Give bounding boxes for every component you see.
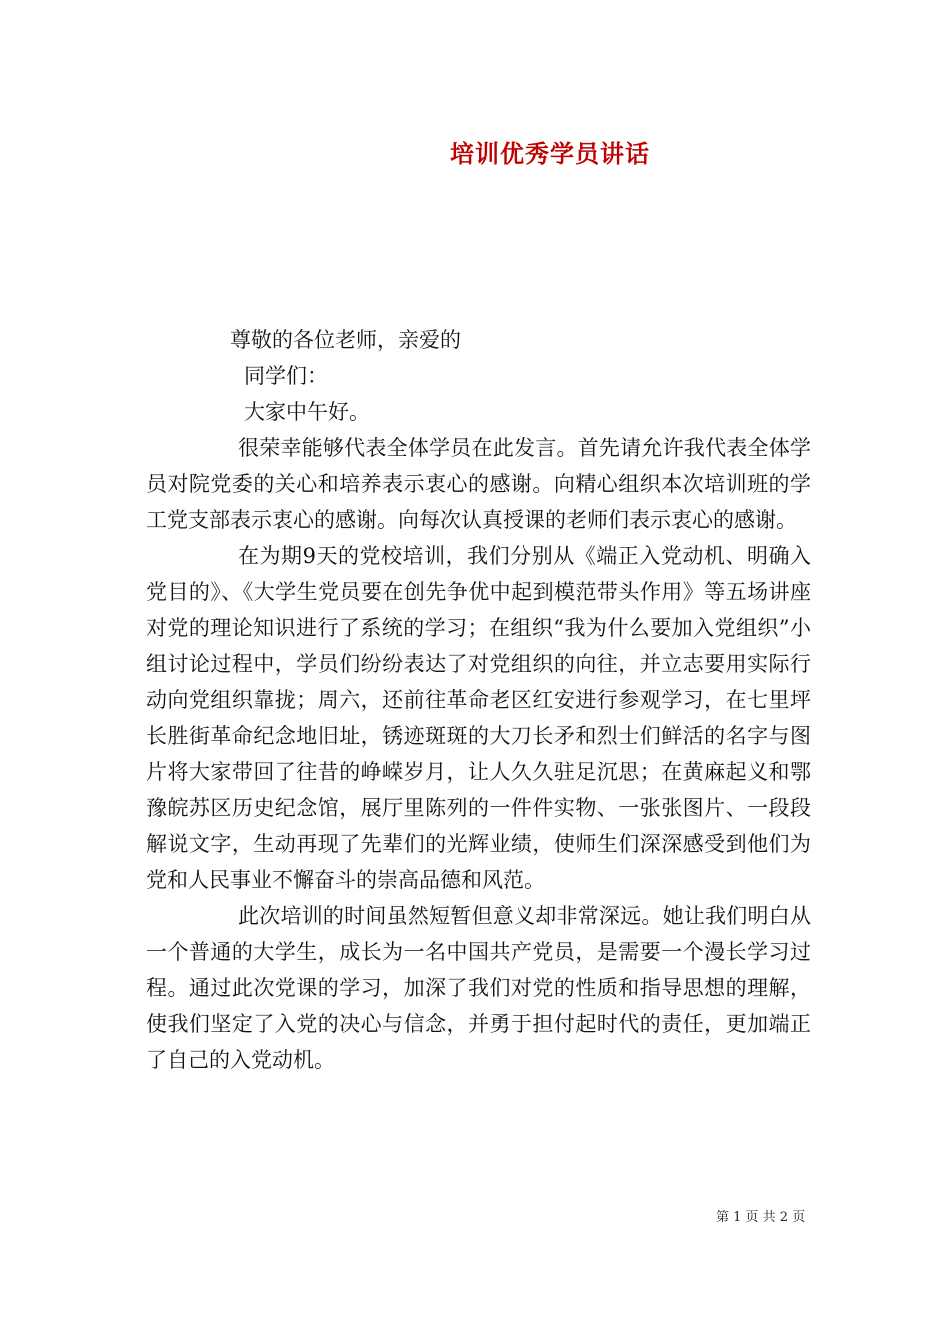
body-paragraph: 此次培训的时间虽然短暂但意义却非常深远。她让我们明白从一个普通的大学生，成长为一名中国共产党员，是需要一个漫长学习过程。通过此次党课的学习，加深了我们对党的性质和指导思想的理解，使我们坚定了入党的决心与信念，并勇于担付起时代的责任，更加端正了自己的入党动机。 bbox=[146, 904, 811, 1072]
page-indicator: 第 1 页 共 2 页 bbox=[716, 1210, 806, 1225]
greeting-line-1: 尊敬的各位老师，亲爱的 bbox=[230, 328, 461, 352]
document-title: 培训优秀学员讲话 bbox=[450, 139, 650, 168]
body-paragraph: 在为期9天的党校培训，我们分别从《端正入党动机、明确入党目的》、《大学生党员要在创先争优中起到模范带头作用》等五场讲座对党的理论知识进行了系统的学习；在组织“我为什么要加入党组织”小组讨论过程中，学员们纷纷表达了对党组织的向往，并立志要用实际行动向党组织靠拢；周六，还前往革命老区红安进行参观学习，在七里坪长胜街革命纪念地旧址，锈迹斑斑的大刀长矛和烈士们鲜活的名字与图片将大家带回了往昔的峥嵘岁月，让人久久驻足沉思；在黄麻起义和鄂豫皖苏区历史纪念馆，展厅里陈列的一件件实物、一张张图片、一段段解说文字，生动再现了先辈们的光辉业绩，使师生们深深感受到他们为党和人民事业不懈奋斗的崇高品德和风范。 bbox=[146, 544, 811, 892]
greeting-line-3: 大家中午好。 bbox=[244, 400, 370, 424]
body-paragraph: 很荣幸能够代表全体学员在此发言。首先请允许我代表全体学员对院党委的关心和培养表示衷心的感谢。向精心组织本次培训班的学工党支部表示衷心的感谢。向每次认真授课的老师们表示衷心的感谢。 bbox=[146, 436, 811, 532]
greeting-line-2: 同学们： bbox=[244, 364, 328, 388]
document-body bbox=[146, 322, 811, 1078]
